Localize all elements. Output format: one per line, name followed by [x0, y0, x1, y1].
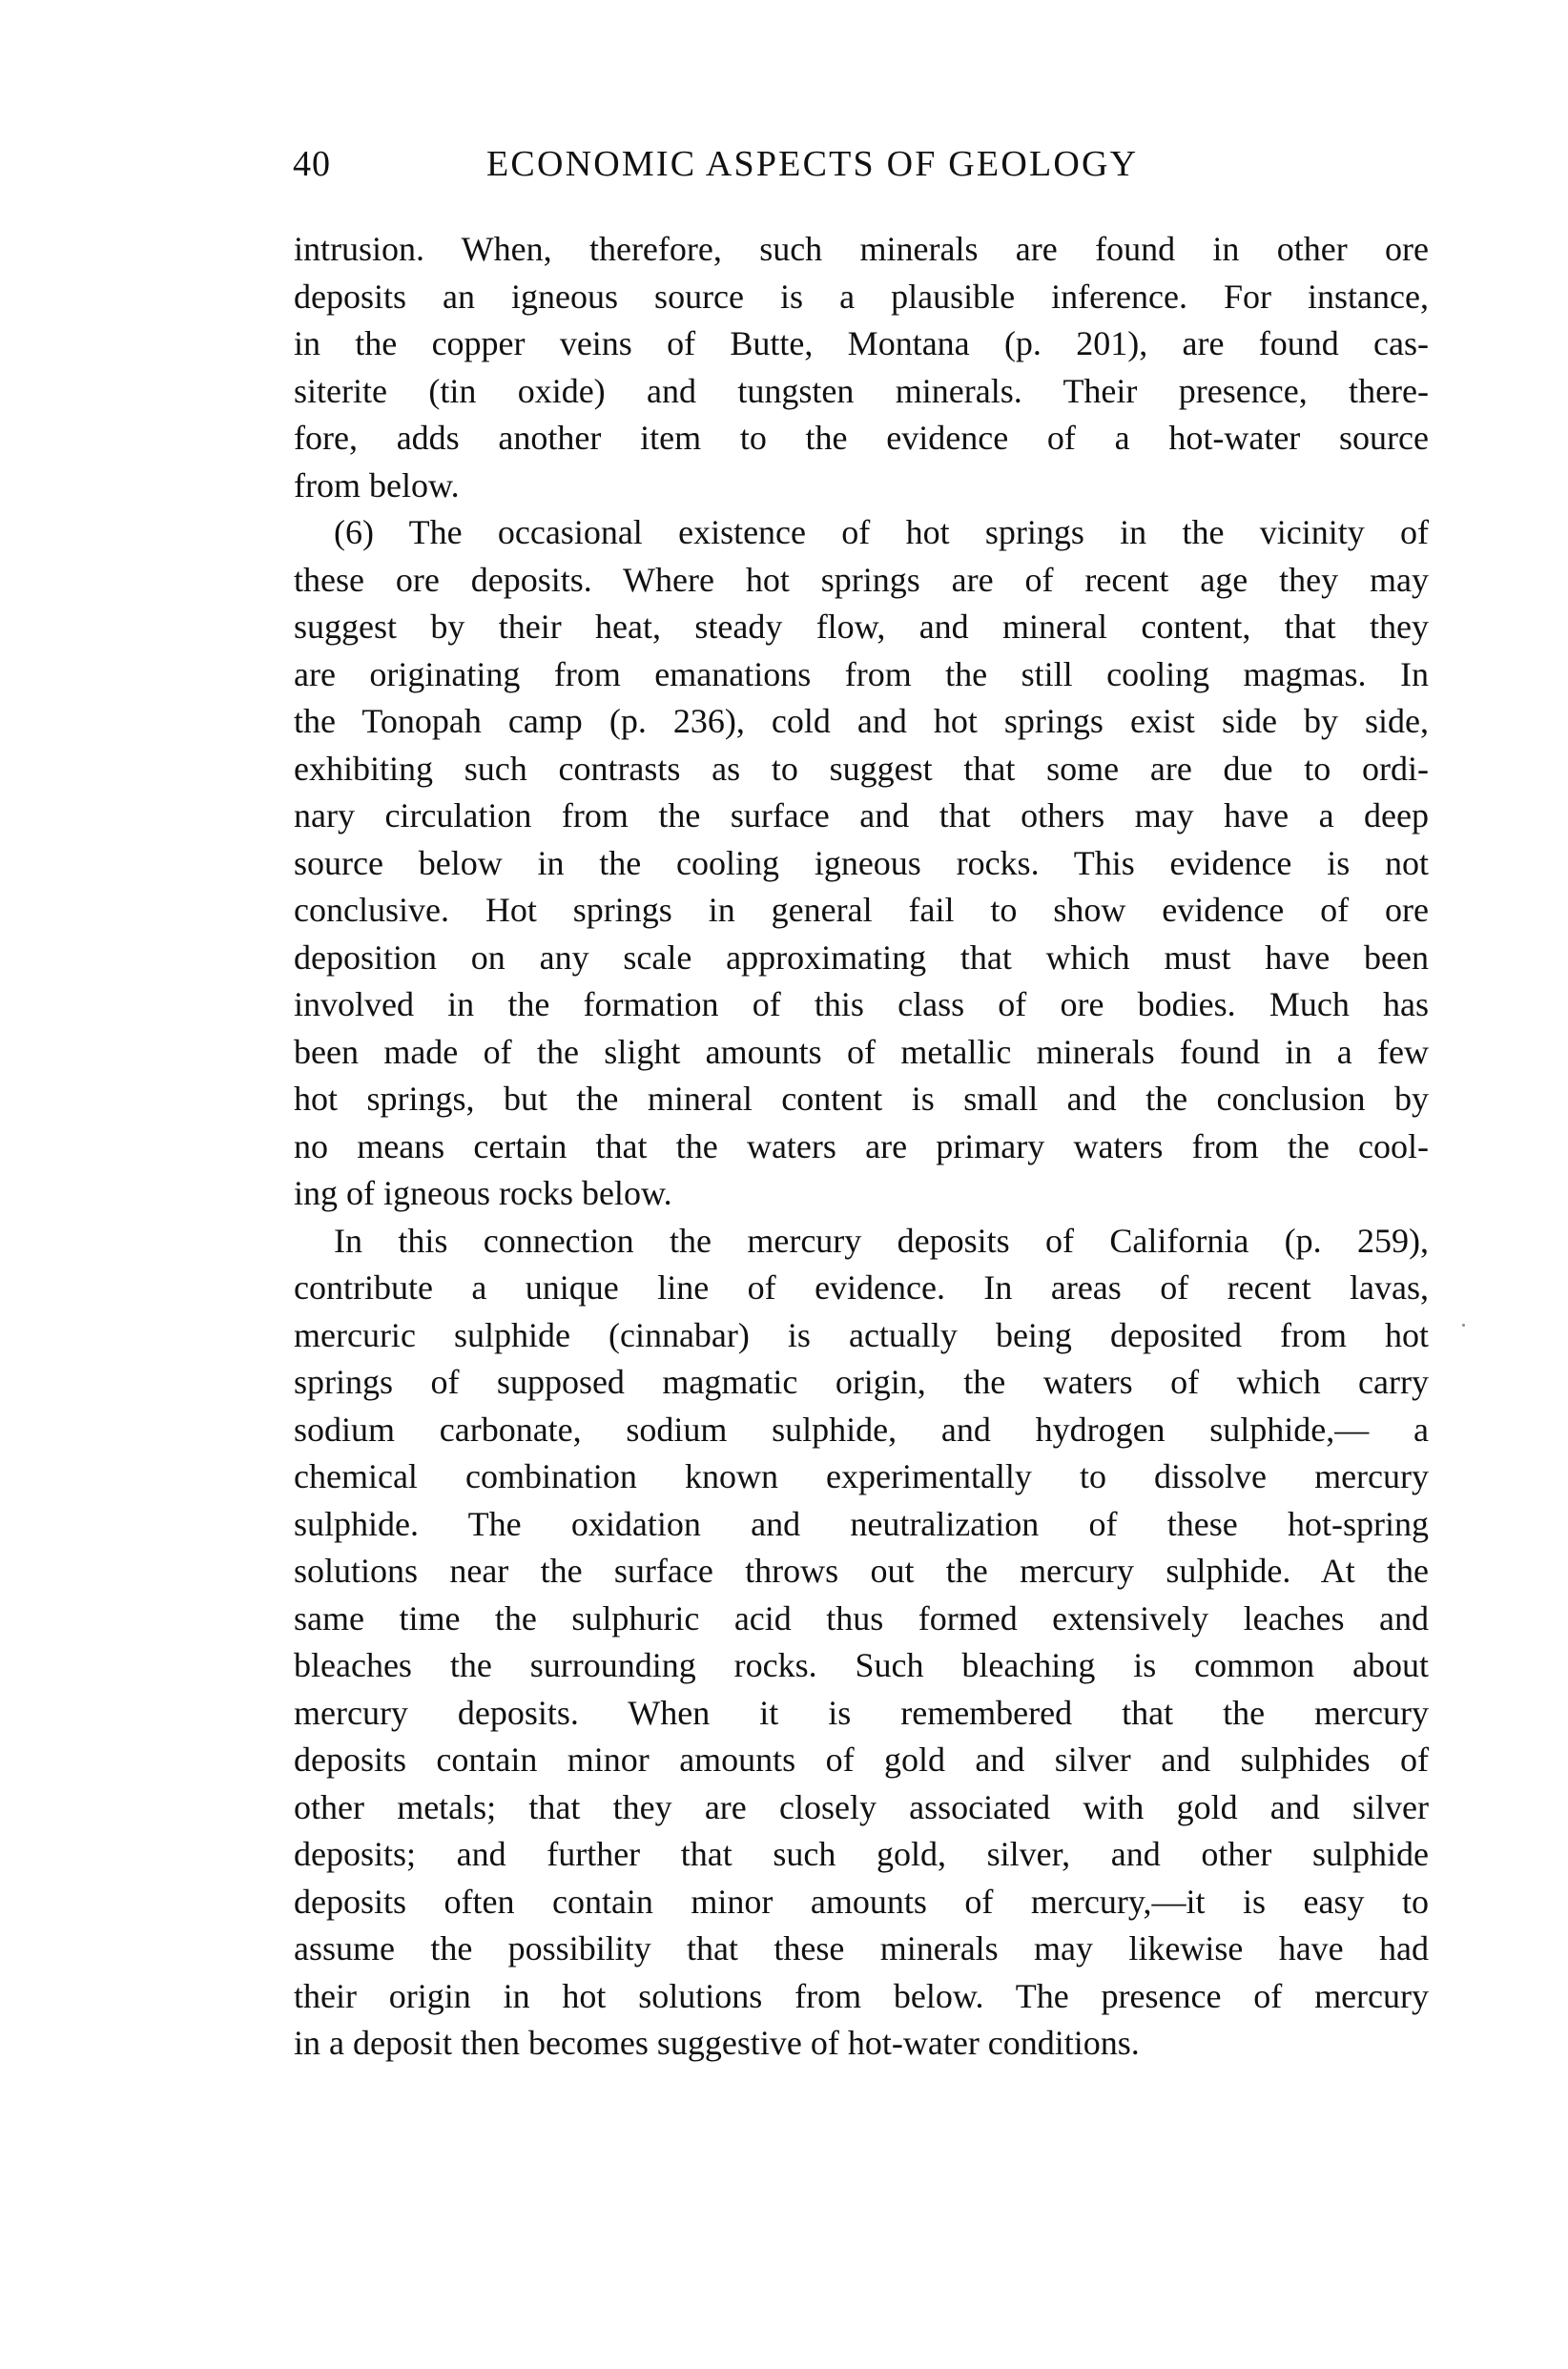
- text-line: deposits contain minor amounts of gold and silver and sulphides of: [294, 1741, 1429, 1779]
- text-line: contribute a unique line of evidence. In areas of recent lavas,: [294, 1268, 1429, 1307]
- text-line: same time the sulphuric acid thus formed extensively leaches and: [294, 1598, 1429, 1638]
- text-line: mercury deposits. When it is remembered that the mercury: [294, 1693, 1429, 1732]
- text-line: source below in the cooling igneous rocks. This evidence is not: [294, 843, 1429, 882]
- page-number: 40: [293, 144, 331, 184]
- text-line: In this connection the mercury deposits of California (p. 259),: [334, 1221, 1429, 1260]
- text-line: in the copper veins of Butte, Montana (p. 201), are found cas-: [294, 324, 1429, 362]
- text-line: deposition on any scale approximating that which must have been: [294, 937, 1429, 977]
- text-line: (6) The occasional existence of hot springs in the vicinity of: [334, 513, 1429, 551]
- text-line: deposits; and further that such gold, silver, and other sulphide: [294, 1835, 1429, 1873]
- text-line: assume the possibility that these minerals may likewise have had: [294, 1929, 1429, 1967]
- running-title: ECONOMIC ASPECTS OF GEOLOGY: [486, 144, 1139, 184]
- text-line: exhibiting such contrasts as to suggest that some are due to ordi-: [294, 749, 1429, 788]
- text-line: their origin in hot solutions from below. The presence of mercury: [294, 1976, 1429, 2015]
- text-line: conclusive. Hot springs in general fail to show evidence of ore: [294, 891, 1429, 929]
- text-line: no means certain that the waters are primary waters from the cool-: [294, 1126, 1429, 1165]
- text-line: nary circulation from the surface and that others may have a deep: [294, 796, 1429, 834]
- text-line: fore, adds another item to the evidence of a hot-water source: [294, 419, 1429, 457]
- text-line: siterite (tin oxide) and tungsten minerals. Their presence, there-: [294, 371, 1429, 410]
- text-line: are originating from emanations from the still cooling magmas. In: [294, 654, 1429, 693]
- text-line: other metals; that they are closely associated with gold and silver: [294, 1787, 1429, 1826]
- paragraph-1: [294, 226, 1429, 509]
- scan-speck: [1462, 1324, 1465, 1327]
- body-text: [294, 226, 1429, 2068]
- text-line: chemical combination known experimentally to dissolve mercury: [294, 1457, 1429, 1495]
- text-line: springs of supposed magmatic origin, the waters of which carry: [294, 1363, 1429, 1401]
- paragraph-2: [294, 509, 1429, 1218]
- text-line: intrusion. When, therefore, such minerals are found in other ore: [294, 230, 1429, 268]
- text-line: deposits an igneous source is a plausible inference. For instance,: [294, 277, 1429, 316]
- text-line: been made of the slight amounts of metallic minerals found in a few: [294, 1032, 1429, 1071]
- text-line: sulphide. The oxidation and neutralization of these hot-spring: [294, 1504, 1429, 1543]
- running-head: [293, 143, 1428, 185]
- text-line: suggest by their heat, steady flow, and mineral content, that they: [294, 608, 1429, 646]
- text-line: solutions near the surface throws out the mercury sulphide. At the: [294, 1552, 1429, 1590]
- text-line: sodium carbonate, sodium sulphide, and hydrogen sulphide,— a: [294, 1410, 1429, 1449]
- text-line: bleaches the surrounding rocks. Such bleaching is common about: [294, 1646, 1429, 1684]
- paragraph-3: [294, 1218, 1429, 2068]
- text-line: mercuric sulphide (cinnabar) is actually being deposited from hot: [294, 1315, 1429, 1354]
- text-line: these ore deposits. Where hot springs are of recent age they may: [294, 560, 1429, 599]
- text-line: from below.: [294, 465, 460, 505]
- text-line: hot springs, but the mineral content is small and the conclusion by: [294, 1080, 1429, 1118]
- text-line: ing of igneous rocks below.: [294, 1174, 672, 1212]
- text-line: the Tonopah camp (p. 236), cold and hot springs exist side by side,: [294, 702, 1429, 740]
- text-line: involved in the formation of this class of ore bodies. Much has: [294, 985, 1429, 1023]
- text-line: deposits often contain minor amounts of mercury,—it is easy to: [294, 1882, 1429, 1921]
- text-line: in a deposit then becomes suggestive of hot-water conditions.: [294, 2024, 1140, 2062]
